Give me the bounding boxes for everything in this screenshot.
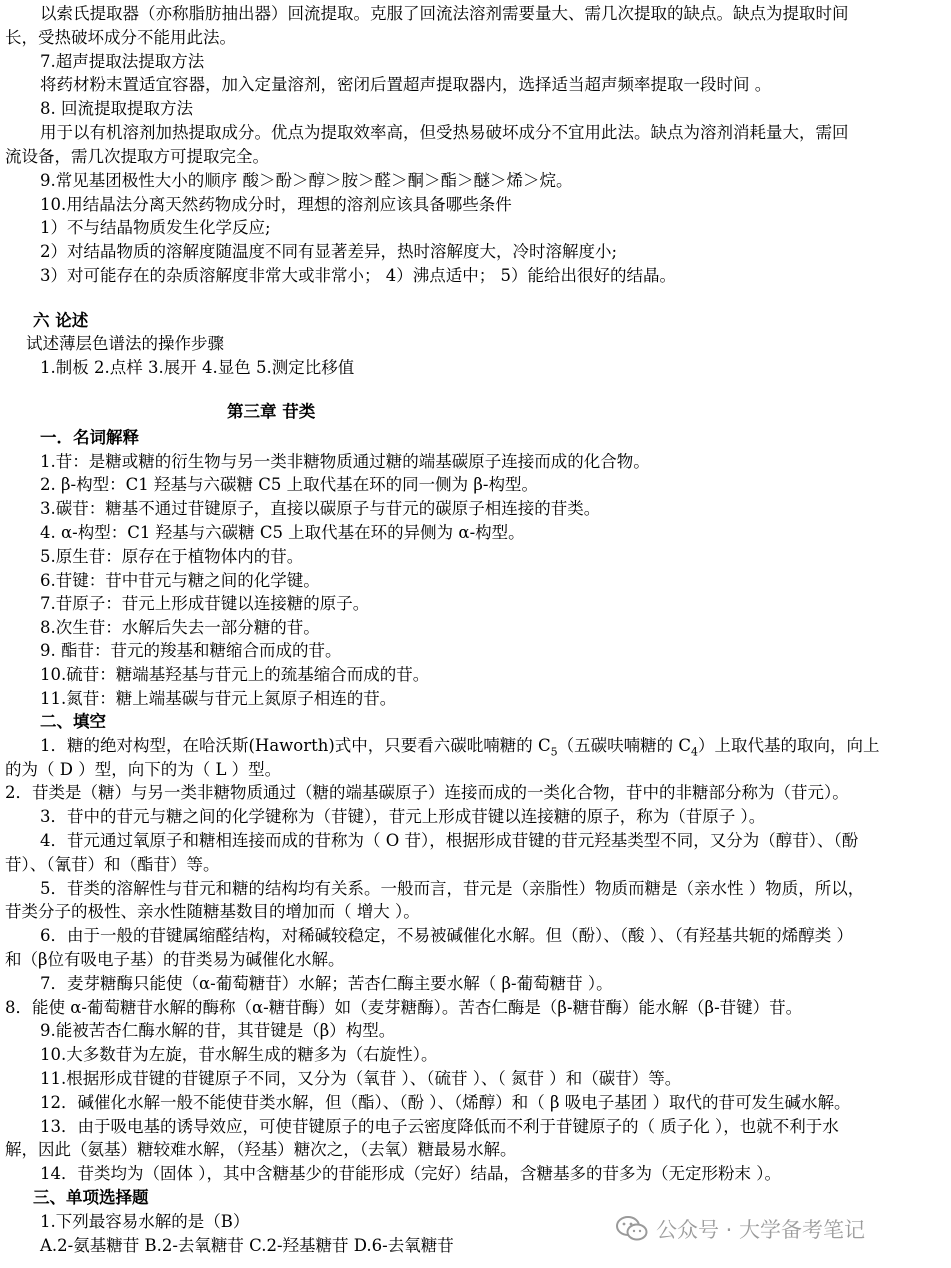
section-heading: 三、单项选择题 [33, 1188, 149, 1207]
text-line: 试述薄层色谱法的操作步骤 [26, 334, 224, 353]
haworth-sub1: 5 [550, 745, 558, 759]
text-line: A.2-氨基糖苷 B.2-去氧糖苷 C.2-羟基糖苷 D.6-去氧糖苷 [40, 1236, 454, 1255]
text-line: 苷类分子的极性、亲水性随糖基数目的增加而（ 增大 ）。 [5, 902, 420, 921]
text-line: 3．苷中的苷元与糖之间的化学键称为（苷键），苷元上形成苷键以连接糖的原子，称为（苷原子 ）。 [40, 807, 766, 826]
text-line: 7．麦芽糖酶只能使（α-葡萄糖苷）水解；苦杏仁酶主要水解（ β-葡萄糖苷 ）。 [40, 974, 613, 993]
watermark-text: 公众号 · 大学备考笔记 [656, 1218, 866, 1242]
text-line: 6．由于一般的苷键属缩醛结构，对稀碱较稳定，不易被碱催化水解。但（酚）、（酸 ）、（有羟基共轭的烯醇类 ） [40, 926, 853, 945]
text-line: 苷）、（氰苷）和（酯苷）等。 [5, 855, 220, 874]
text-line: 10.硫苷：糖端基羟基与苷元上的巯基缩合而成的苷。 [40, 665, 430, 684]
text-line: 10.大多数苷为左旋，苷水解生成的糖多为（右旋性）。 [40, 1045, 438, 1064]
text-line: 10.用结晶法分离天然药物成分时，理想的溶剂应该具备哪些条件 [40, 195, 512, 214]
text-line: 8. 回流提取提取方法 [40, 99, 193, 118]
text-line: 13．由于吸电基的诱导效应，可使苷键原子的电子云密度降低而不利于苷键原子的（ 质子化 ），也就不利于水 [40, 1117, 839, 1136]
text-line: 2．苷类是（糖）与另一类非糖物质通过（糖的端基碳原子）连接而成的一类化合物，苷中的非糖部分称为（苷元）。 [5, 783, 849, 802]
text-line: 11.氮苷：糖上端基碳与苷元上氮原子相连的苷。 [40, 689, 397, 708]
section-heading: 一．名词解释 [40, 428, 139, 447]
text-line: 流设备，需几次提取方可提取完全。 [5, 147, 269, 166]
text-line: 4. α-构型：C1 羟基与六碳糖 C5 上取代基在环的异侧为 α-构型。 [40, 523, 525, 542]
text-line: 3.碳苷：糖基不通过苷键原子，直接以碳原子与苷元的碳原子相连接的苷类。 [40, 499, 601, 518]
text-line: 11.根据形成苷键的苷键原子不同，又分为（氧苷 ）、（硫苷 ）、（ 氮苷 ）和（碳苷）等。 [40, 1069, 682, 1088]
text-line: 1.制板 2.点样 3.展开 4.显色 5.测定比移值 [40, 358, 355, 377]
text-line: 7.超声提取法提取方法 [40, 52, 205, 71]
text-line: 4．苷元通过氧原子和糖相连接而成的苷称为（ O 苷），根据形成苷键的苷元羟基类型不同，又分为（醇苷）、（酚 [40, 831, 859, 850]
text-line: 9. 酯苷：苷元的羧基和糖缩合而成的苷。 [40, 641, 342, 660]
text-line: 用于以有机溶剂加热提取成分。优点为提取效率高，但受热易破坏成分不宜用此法。缺点为溶剂消耗量大，需回 [40, 123, 849, 142]
text-line: 12．碱催化水解一般不能使苷类水解，但（酯）、（酚 ）、（烯醇）和（ β 吸电子基团 ）取代的苷可发生碱水解。 [40, 1093, 851, 1112]
text-line: 9.常见基团极性大小的顺序 酸＞酚＞醇＞胺＞醛＞酮＞酯＞醚＞烯＞烷。 [40, 171, 573, 190]
haworth-part2: （五碳呋喃糖的 C [557, 736, 692, 755]
haworth-part1: 1．糖的绝对构型，在哈沃斯(Haworth)式中，只要看六碳吡喃糖的 C [40, 736, 551, 755]
text-line: 1.苷：是糖或糖的衍生物与另一类非糖物质通过糖的端基碳原子连接而成的化合物。 [40, 452, 650, 471]
text-line: 解，因此（氨基）糖较难水解，（羟基）糖次之，（去氧）糖最易水解。 [5, 1140, 517, 1159]
text-line: 2. β-构型：C1 羟基与六碳糖 C5 上取代基在环的同一侧为 β-构型。 [40, 475, 538, 494]
haworth-sub2: 4 [691, 745, 699, 759]
text-line: 将药材粉末置适宜容器，加入定量溶剂，密闭后置超声提取器内，选择适当超声频率提取一段时间 。 [40, 75, 772, 94]
text-line: 2）对结晶物质的溶解度随温度不同有显著差异，热时溶解度大，冷时溶解度小; [40, 242, 618, 261]
wechat-icon [616, 1215, 648, 1243]
section-heading: 二、填空 [40, 712, 106, 731]
chapter-title: 第三章 苷类 [227, 402, 316, 421]
text-line: 7.苷原子：苷元上形成苷键以连接糖的原子。 [40, 594, 370, 613]
text-line: 6.苷键：苷中苷元与糖之间的化学键。 [40, 571, 320, 590]
section-heading: 六 论述 [33, 311, 89, 330]
text-line: 的为（ D ）型，向下的为（ L ）型。 [5, 760, 282, 779]
text-line: 8．能使 α-葡萄糖苷水解的酶称（α-糖苷酶）如（麦芽糖酶）。苦杏仁酶是（β-糖苷酶）能水解（β-苷键）苷。 [5, 998, 803, 1017]
text-line: 8.次生苷：水解后失去一部分糖的苷。 [40, 618, 320, 637]
text-line: 5.原生苷：原存在于植物体内的苷。 [40, 547, 304, 566]
text-line: 9.能被苦杏仁酶水解的苷，其苷键是（β）构型。 [40, 1021, 396, 1040]
text-line: 1）不与结晶物质发生化学反应; [40, 218, 271, 237]
text-line: 长，受热破坏成分不能用此法。 [5, 28, 236, 47]
text-line: 14．苷类均为（固体 ），其中含糖基少的苷能形成（完好）结晶，含糖基多的苷多为（无定形粉末 ）。 [40, 1164, 781, 1183]
text-line: 3）对可能存在的杂质溶解度非常大或非常小； 4）沸点适中； 5）能给出很好的结晶。 [40, 266, 676, 285]
text-line-haworth [40, 734, 951, 758]
text-line: 和（β位有吸电子基）的苷类易为碱催化水解。 [5, 950, 345, 969]
text-line: 以索氏提取器（亦称脂肪抽出器）回流提取。克服了回流法溶剂需要量大、需几次提取的缺点。缺点为提取时间 [40, 4, 849, 23]
text-line: 1.下列最容易水解的是（B） [40, 1212, 250, 1231]
watermark [616, 1212, 865, 1246]
haworth-part3: ）上取代基的取向，向上 [698, 736, 880, 755]
text-line: 5．苷类的溶解性与苷元和糖的结构均有关系。一般而言，苷元是（亲脂性）物质而糖是（亲水性 ）物质，所以， [40, 879, 865, 898]
